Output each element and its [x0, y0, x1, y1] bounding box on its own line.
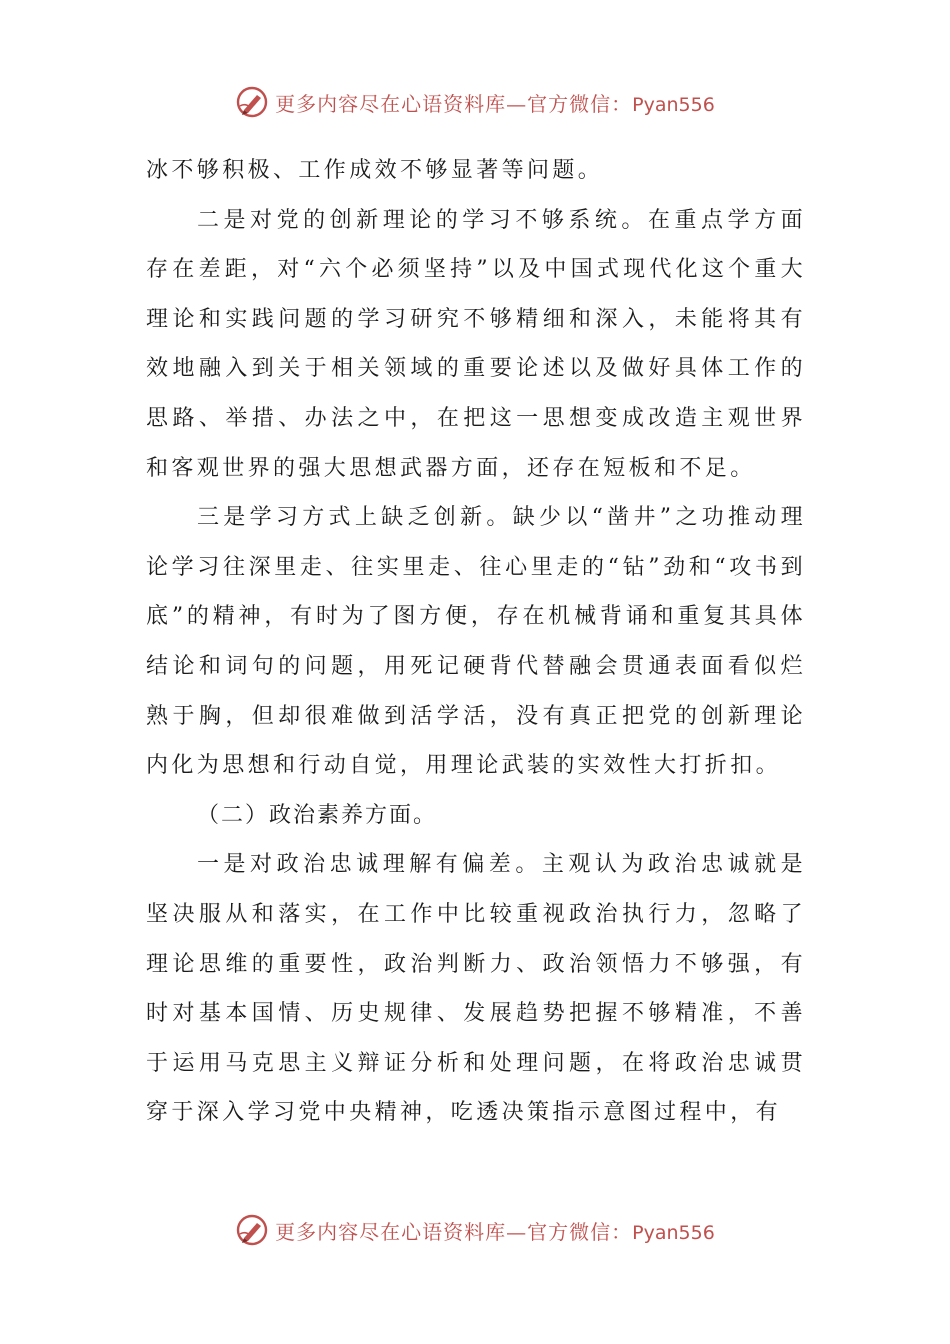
watermark-text [275, 1216, 715, 1245]
section-heading-political: （二）政治素养方面。 [197, 802, 438, 828]
watermark-text-cn: 更多内容尽在心语资料库—官方微信： [275, 1219, 633, 1244]
pen-circle-logo-icon [235, 1213, 269, 1247]
document-body [146, 146, 806, 1138]
watermark-text-latin: Pyan556 [632, 1221, 715, 1244]
paragraph-continuation: 冰不够积极、工作成效不够显著等问题。 [146, 158, 604, 183]
watermark-text [275, 88, 715, 117]
header-watermark [0, 82, 950, 122]
watermark-text-cn: 更多内容尽在心语资料库—官方微信： [275, 91, 633, 116]
footer-watermark [0, 1210, 950, 1250]
watermark-text-latin: Pyan556 [632, 93, 715, 116]
paragraph-political-loyalty: 一是对政治忠诚理解有偏差。主观认为政治忠诚就是坚决服从和落实，在工作中比较重视政治执行力，忽略了理论思维的重要性，政治判断力、政治领悟力不够强，有时对基本国情、历史规律、发展趋势把握不够精准，不善于运用马克思主义辩证分析和处理问题，在将政治忠诚贯穿于深入学习党中央精神，吃透决策指示意图过程中，有 [146, 852, 806, 1126]
paragraph-study-system: 二是对党的创新理论的学习不够系统。在重点学方面存在差距，对“六个必须坚持”以及中国式现代化这个重大理论和实践问题的学习研究不够精细和深入，未能将其有效地融入到关于相关领域的重要论述以及做好具体工作的思路、举措、办法之中，在把这一思想变成改造主观世界和客观世界的强大思想武器方面，还存在短板和不足。 [146, 207, 806, 481]
paragraph-study-method: 三是学习方式上缺乏创新。缺少以“凿井”之功推动理论学习往深里走、往实里走、往心里走的“钻”劲和“攻书到底”的精神，有时为了图方便，存在机械背诵和重复其具体结论和词句的问题，用死记硬背代替融会贯通表面看似烂熟于胸，但却很难做到活学活，没有真正把党的创新理论内化为思想和行动自觉，用理论武装的实效性大打折扣。 [146, 505, 806, 779]
pen-circle-logo-icon [235, 85, 269, 119]
